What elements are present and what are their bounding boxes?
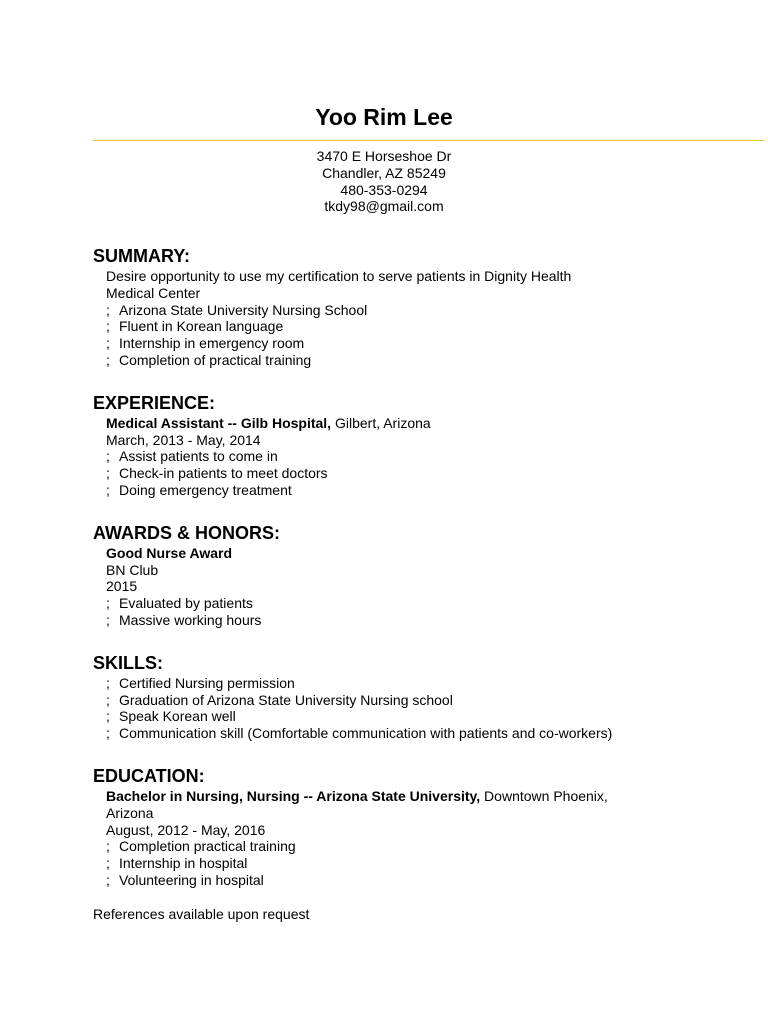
skills-body xyxy=(93,675,763,742)
experience-bullet xyxy=(106,465,763,482)
summary-section xyxy=(93,244,763,369)
section-spacer xyxy=(93,629,763,651)
section-spacer xyxy=(93,742,763,764)
bullet-marker: ; xyxy=(106,674,110,691)
experience-bullet xyxy=(106,482,763,499)
email-address: tkdy98@gmail.com xyxy=(324,198,444,215)
education-location: Downtown Phoenix, xyxy=(480,787,608,804)
experience-location: Gilbert, Arizona xyxy=(331,414,431,431)
address-line-2: Chandler, AZ 85249 xyxy=(322,164,446,181)
address-line-1: 3470 E Horseshoe Dr xyxy=(316,148,452,164)
bullet-text: Fluent in Korean language xyxy=(119,318,284,335)
bullet-text: Graduation of Arizona State University Nursing school xyxy=(119,691,453,708)
summary-body xyxy=(93,268,763,369)
contact-block xyxy=(0,148,768,215)
education-section xyxy=(93,764,763,889)
references-note: References available upon request xyxy=(93,905,310,922)
experience-section xyxy=(93,391,763,499)
awards-section xyxy=(93,521,763,629)
bullet-marker: ; xyxy=(106,708,110,725)
summary-heading: SUMMARY: xyxy=(93,246,190,266)
bullet-text: Speak Korean well xyxy=(119,708,236,725)
summary-text-line-1: Desire opportunity to use my certification to serve patients in Dignity Health xyxy=(106,268,572,284)
bullet-text: Completion of practical training xyxy=(119,351,312,368)
bullet-marker: ; xyxy=(106,855,110,872)
experience-bullet xyxy=(106,448,763,465)
summary-bullet xyxy=(106,302,763,319)
awards-heading: AWARDS & HONORS: xyxy=(93,522,281,543)
bullet-marker: ; xyxy=(106,448,110,465)
summary-bullet xyxy=(106,335,763,352)
summary-bullet xyxy=(106,352,763,369)
skills-section xyxy=(93,651,763,742)
education-dates: August, 2012 - May, 2016 xyxy=(106,821,266,838)
bullet-marker: ; xyxy=(106,871,110,888)
bullet-text: Doing emergency treatment xyxy=(119,481,292,498)
education-bullet xyxy=(106,855,763,872)
skills-bullet xyxy=(106,708,763,725)
education-bullet xyxy=(106,838,763,855)
bullet-text: Evaluated by patients xyxy=(119,595,253,612)
bullet-text: Internship in emergency room xyxy=(119,335,305,352)
summary-bullet xyxy=(106,318,763,335)
experience-dates: March, 2013 - May, 2014 xyxy=(106,431,261,448)
bullet-text: Volunteering in hospital xyxy=(119,871,264,888)
candidate-name: Yoo Rim Lee xyxy=(315,104,453,130)
awards-bullet xyxy=(106,612,763,629)
skills-bullet xyxy=(106,692,763,709)
education-bullet xyxy=(106,872,763,889)
bullet-marker: ; xyxy=(106,318,110,335)
education-title-bold: Bachelor in Nursing, Nursing -- Arizona State University, xyxy=(106,787,481,804)
header-divider xyxy=(93,140,764,141)
skills-bullet xyxy=(106,725,763,742)
award-year: 2015 xyxy=(106,578,138,595)
awards-body xyxy=(93,545,763,629)
resume-sections xyxy=(93,244,763,923)
skills-heading: SKILLS: xyxy=(93,652,163,673)
bullet-text: Communication skill (Comfortable communication with patients and co-workers) xyxy=(119,725,613,742)
bullet-text: Completion practical training xyxy=(119,838,296,855)
education-location-line-2: Arizona xyxy=(106,804,154,821)
awards-bullet xyxy=(106,595,763,612)
summary-text-line-2: Medical Center xyxy=(106,284,201,301)
section-spacer xyxy=(93,889,763,906)
award-title: Good Nurse Award xyxy=(106,544,233,561)
education-heading: EDUCATION: xyxy=(93,765,205,786)
bullet-text: Check-in patients to meet doctors xyxy=(119,465,328,482)
bullet-text: Assist patients to come in xyxy=(119,448,278,465)
section-spacer xyxy=(93,499,763,521)
skills-bullet xyxy=(106,675,763,692)
experience-title xyxy=(106,415,763,432)
phone-number: 480-353-0294 xyxy=(340,181,428,198)
bullet-marker: ; xyxy=(106,335,110,352)
bullet-text: Massive working hours xyxy=(119,611,262,628)
experience-body xyxy=(93,415,763,499)
bullet-text: Arizona State University Nursing School xyxy=(119,301,368,318)
bullet-marker: ; xyxy=(106,691,110,708)
experience-heading: EXPERIENCE: xyxy=(93,392,216,413)
section-spacer xyxy=(93,369,763,391)
bullet-marker: ; xyxy=(106,301,110,318)
bullet-marker: ; xyxy=(106,611,110,628)
bullet-marker: ; xyxy=(106,838,110,855)
bullet-marker: ; xyxy=(106,595,110,612)
experience-title-bold: Medical Assistant -- Gilb Hospital, xyxy=(106,414,332,431)
bullet-marker: ; xyxy=(106,465,110,482)
award-organization: BN Club xyxy=(106,561,159,578)
education-title xyxy=(106,788,763,805)
bullet-text: Internship in hospital xyxy=(119,855,248,872)
bullet-marker: ; xyxy=(106,481,110,498)
education-body xyxy=(93,788,763,889)
bullet-marker: ; xyxy=(106,351,110,368)
bullet-text: Certified Nursing permission xyxy=(119,674,295,691)
bullet-marker: ; xyxy=(106,725,110,742)
